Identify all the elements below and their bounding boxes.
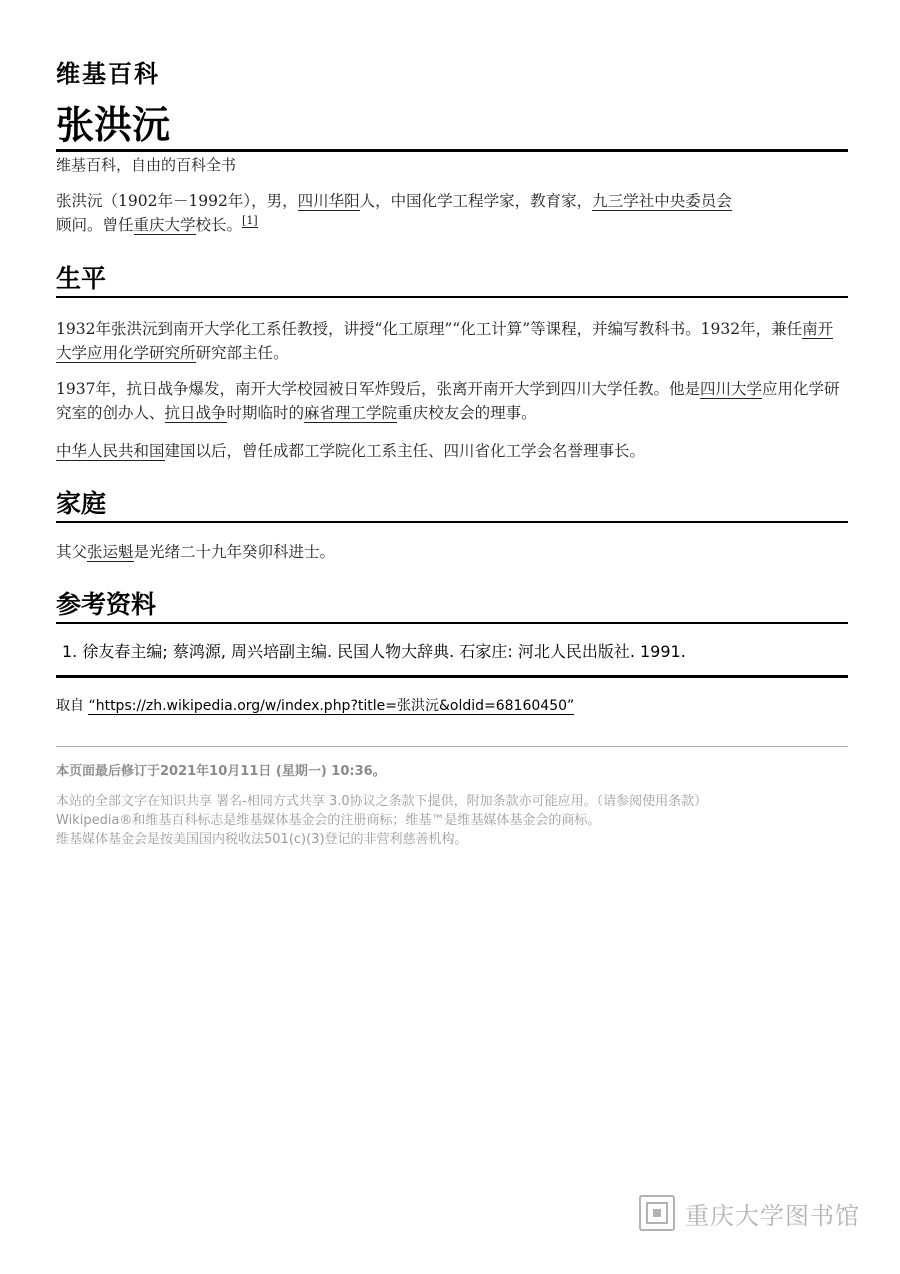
tagline: 维基百科，自由的百科全书 xyxy=(56,156,237,174)
link-chongqing-university[interactable]: 重庆大学 xyxy=(133,216,196,234)
footer-line-license: 本站的全部文字在知识共享 署名-相同方式共享 3.0协议之条款下提供，附加条款亦可能应用。（请参阅使用条款） xyxy=(56,794,708,809)
link-nankai-chem-institute[interactable]: 南开大学应用化学研究所 xyxy=(56,320,834,362)
reference-link-1[interactable]: [1] xyxy=(242,213,258,227)
library-seal-icon xyxy=(639,1195,675,1231)
library-watermark xyxy=(639,1193,860,1233)
site-title: 维基百科 xyxy=(56,59,160,88)
page-title: 张洪沅 xyxy=(56,101,848,152)
watermark-text: 重庆大学图书馆 xyxy=(685,1201,860,1230)
link-sichuan-huayang[interactable]: 四川华阳 xyxy=(297,192,360,210)
link-prc[interactable]: 中华人民共和国 xyxy=(56,442,165,460)
source-url-link[interactable]: “https://zh.wikipedia.org/w/index.php?title=张洪沅&oldid=68160450” xyxy=(88,698,575,714)
footer-divider xyxy=(56,746,848,747)
link-mit[interactable]: 麻省理工学院 xyxy=(304,404,398,422)
source-label: 取自 xyxy=(56,698,84,714)
section-heading-family: 家庭 xyxy=(56,487,848,523)
link-jiusan-society[interactable]: 九三学社中央委员会 xyxy=(592,192,732,210)
source-line xyxy=(56,695,574,715)
divider xyxy=(56,675,848,678)
reference-item-1: 1. 徐友春主编; 蔡鸿源, 周兴培副主编. 民国人物大辞典. 石家庄: 河北人民出版社. 1991. xyxy=(62,642,686,661)
last-modified: 本页面最后修订于2021年10月11日 (星期一) 10:36。 xyxy=(56,764,386,779)
footer-license xyxy=(56,792,707,849)
link-anti-japanese-war[interactable]: 抗日战争 xyxy=(164,404,227,422)
section-heading-bio: 生平 xyxy=(56,262,848,298)
bio-paragraph-3: 中华人民共和国建国以后，曾任成都工学院化工系主任、四川省化工学会名誉理事长。 xyxy=(56,442,646,460)
footer-line-nonprofit: 维基媒体基金会是按美国国内税收法501(c)(3)登记的非营利慈善机构。 xyxy=(56,832,468,847)
bio-paragraph-1: 1932年张洪沅到南开大学化工系任教授，讲授“化工原理”“化工计算”等课程，并编写教科书。1932年，兼任南开大学应用化学研究所研究部主任。 xyxy=(56,320,834,362)
link-sichuan-university[interactable]: 四川大学 xyxy=(699,380,762,398)
bio-paragraph-2: 1937年，抗日战争爆发，南开大学校园被日军炸毁后，张离开南开大学到四川大学任教。他是四川大学应用化学研究室的创办人、抗日战争时期临时的麻省理工学院重庆校友会的理事。 xyxy=(56,380,840,422)
footer-line-trademark: Wikipedia®和维基百科标志是维基媒体基金会的注册商标；维基™是维基媒体基金会的商标。 xyxy=(56,813,601,828)
section-heading-references: 参考资料 xyxy=(56,588,848,624)
family-paragraph: 其父张运魁是光绪二十九年癸卯科进士。 xyxy=(56,543,336,561)
intro-paragraph: 张洪沅（1902年－1992年），男，四川华阳人，中国化学工程学家，教育家，九三学社中央委员会 顾问。曾任重庆大学校长。[1] xyxy=(56,192,732,234)
link-zhang-yunkui[interactable]: 张运魁 xyxy=(87,543,134,561)
